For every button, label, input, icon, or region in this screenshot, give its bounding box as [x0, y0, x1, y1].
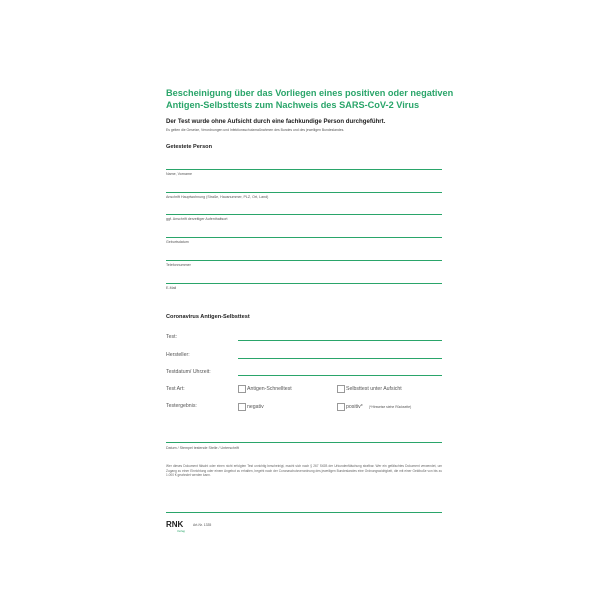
rapid-test-checkbox[interactable] [238, 385, 246, 393]
address-field[interactable] [166, 192, 442, 193]
article-number: Art-Nr. 1335 [193, 523, 212, 527]
person-heading: Getestete Person [166, 144, 213, 150]
name-field[interactable] [166, 169, 442, 170]
residence-field-label: ggf. Anschrift derzeitiger Aufenthaltsort [166, 217, 228, 221]
test-date-label: Testdatum/ Uhrzeit: [166, 369, 211, 375]
rnk-logo-sub: Verlag [177, 529, 185, 533]
negative-checkbox[interactable] [238, 403, 246, 411]
signature-field[interactable] [166, 442, 442, 443]
result-label: Testergebnis: [166, 403, 197, 409]
legal-footer: Wer dieses Dokument fälscht oder einen nicht erfolgten Test unrichtig bescheinigt, macht sich nach § 267 StGB der Urkundenfälschung strafbar. Wer ein gefälschtes Dokument verwendet, um Zugang zu einer Einrichtung oder einem Angebot zu erhalten, begeht nach der Coronaschutzverordnung des jeweiligen Bundeslandes eine Ordnungswidrigkeit, die mit einer Geldbuße von bis zu 1.000 € geahndet werden kann. [166, 464, 442, 478]
positive-label: positiv* [346, 404, 363, 410]
certificate-form [148, 80, 458, 568]
bottom-divider [166, 512, 442, 513]
positive-note: (*Hinweise siehe Rückseite) [369, 405, 412, 409]
supervised-test-checkbox[interactable] [337, 385, 345, 393]
test-name-field[interactable] [238, 340, 442, 341]
test-name-label: Test: [166, 334, 177, 340]
negative-label: negativ [247, 404, 264, 410]
test-heading: Coronavirus Antigen-Selbsttest [166, 314, 250, 320]
email-field[interactable] [166, 283, 442, 284]
form-title-line1: Bescheinigung über das Vorliegen eines positiven oder negativen [166, 88, 454, 98]
residence-field[interactable] [166, 214, 442, 215]
rnk-logo: RNK [166, 520, 184, 529]
manufacturer-label: Hersteller: [166, 352, 190, 358]
name-field-label: Name, Vorname [166, 172, 192, 176]
phone-field-label: Telefonnummer [166, 263, 191, 267]
address-field-label: Anschrift Hauptwohnung (Straße, Hausnummer, PLZ, Ort, Land) [166, 195, 269, 199]
phone-field[interactable] [166, 260, 442, 261]
positive-checkbox[interactable] [337, 403, 345, 411]
form-title-line2: Antigen-Selbsttests zum Nachweis des SARS-CoV-2 Virus [166, 99, 420, 110]
form-title [166, 88, 456, 111]
supervised-test-label: Selbsttest unter Aufsicht [346, 386, 402, 392]
birthdate-field-label: Geburtsdatum [166, 240, 189, 244]
birthdate-field[interactable] [166, 237, 442, 238]
rapid-test-label: Antigen-Schnelltest [247, 386, 292, 392]
test-date-field[interactable] [238, 375, 442, 376]
manufacturer-field[interactable] [238, 358, 442, 359]
test-type-label: Test Art: [166, 386, 185, 392]
email-field-label: E-Mail [166, 286, 177, 290]
form-subtitle: Der Test wurde ohne Aufsicht durch eine fachkundige Person durchgeführt. [166, 118, 386, 125]
legal-note: Es gelten die Gesetze, Verordnungen und Infektionsschutzmaßnahmen des Bundes und des jeweiligen Bundeslandes. [166, 128, 345, 132]
signature-label: Datum / Stempel testende Stelle / Unterschrift [166, 446, 239, 450]
